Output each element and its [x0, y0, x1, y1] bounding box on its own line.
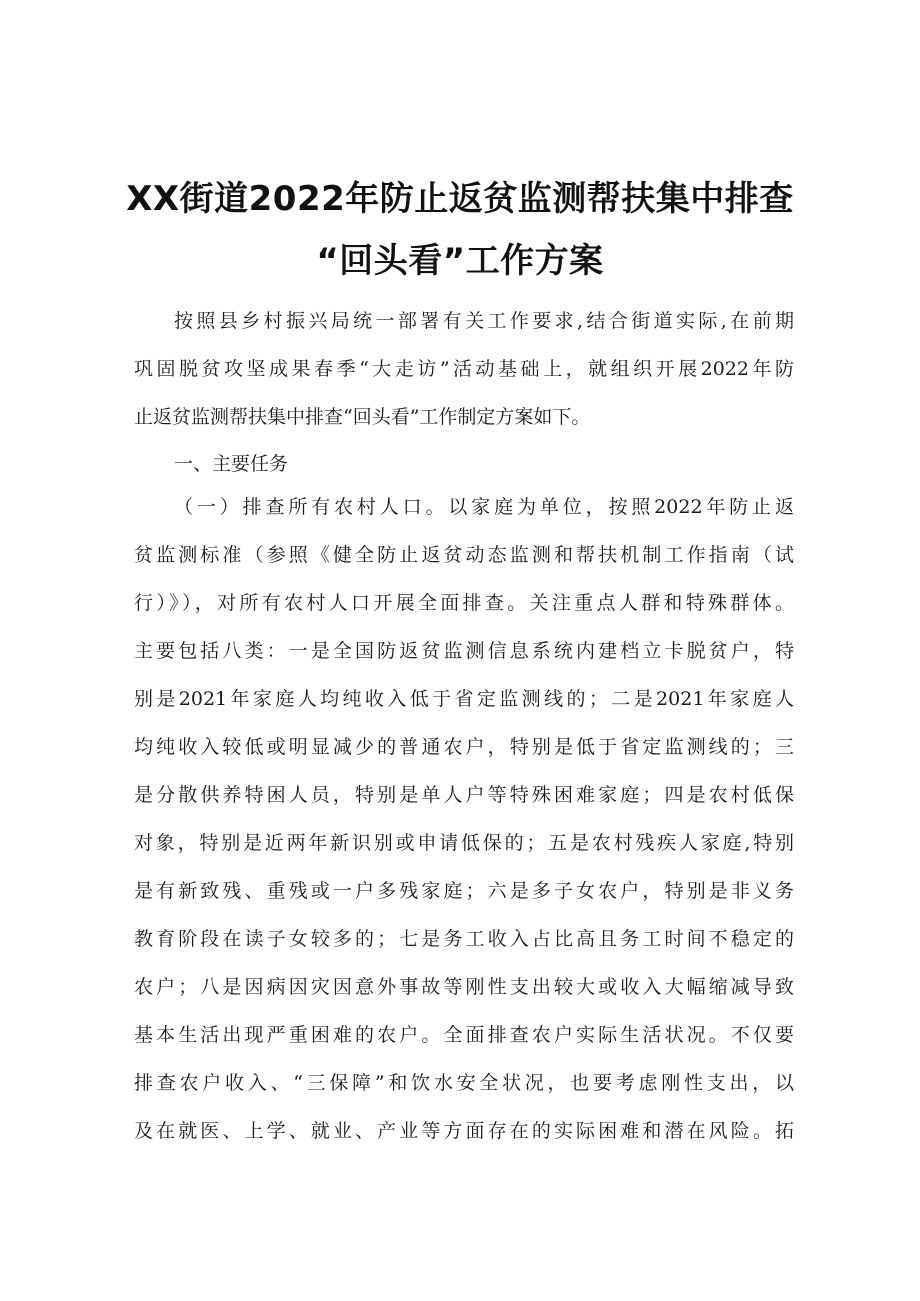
paragraph-line: 止返贫监测帮扶集中排查“回头看”工作制定方案如下。: [134, 406, 591, 428]
title-line-2: “回头看”工作方案: [316, 241, 604, 281]
paragraph-line: 巩固脱贫攻坚成果春季“大走访”活动基础上，就组织开展2022年防: [134, 358, 794, 380]
paragraph-line: 排查农户收入、“三保障”和饮水安全状况，也要考虑刚性支出，以: [134, 1072, 794, 1094]
paragraph-line: 及在就医、上学、就业、产业等方面存在的实际困难和潜在风险。拓: [134, 1120, 794, 1142]
title-line-1: XX街道2022年防止返贫监测帮扶集中排查: [126, 179, 794, 219]
paragraph-line: （一）排查所有农村人口。以家庭为单位，按照2022年防止返: [174, 496, 794, 518]
paragraph-line: 是有新致残、重残或一户多残家庭；六是多子女农户，特别是非义务: [134, 880, 794, 902]
paragraph-line: 均纯收入较低或明显减少的普通农户，特别是低于省定监测线的；三: [134, 736, 794, 758]
paragraph-line: 基本生活出现严重困难的农户。全面排查农户实际生活状况。不仅要: [134, 1024, 794, 1046]
document-title: [0, 168, 920, 292]
paragraph-line: 农户；八是因病因灾因意外事故等刚性支出较大或收入大幅缩减导致: [134, 976, 794, 998]
paragraph-line: 主要包括八类：一是全国防返贫监测信息系统内建档立卡脱贫户，特: [134, 640, 794, 662]
paragraph-line: 行）》），对所有农村人口开展全面排查。关注重点人群和特殊群体。: [134, 592, 794, 614]
body-paragraph: [134, 483, 794, 1155]
paragraph-line: 按照县乡村振兴局统一部署有关工作要求,结合街道实际,在前期: [174, 310, 794, 332]
paragraph-line: 别是2021年家庭人均纯收入低于省定监测线的；二是2021年家庭人: [134, 688, 794, 710]
intro-paragraph: [134, 297, 794, 441]
paragraph-line: 对象，特别是近两年新识别或申请低保的；五是农村残疾人家庭,特别: [134, 832, 794, 854]
paragraph-line: 是分散供养特困人员，特别是单人户等特殊困难家庭；四是农村低保: [134, 784, 794, 806]
paragraph-line: 教育阶段在读子女较多的；七是务工收入占比高且务工时间不稳定的: [134, 928, 794, 950]
section-heading: 一、主要任务: [174, 453, 289, 475]
paragraph-line: 贫监测标准（参照《健全防止返贫动态监测和帮扶机制工作指南（试: [134, 544, 794, 566]
